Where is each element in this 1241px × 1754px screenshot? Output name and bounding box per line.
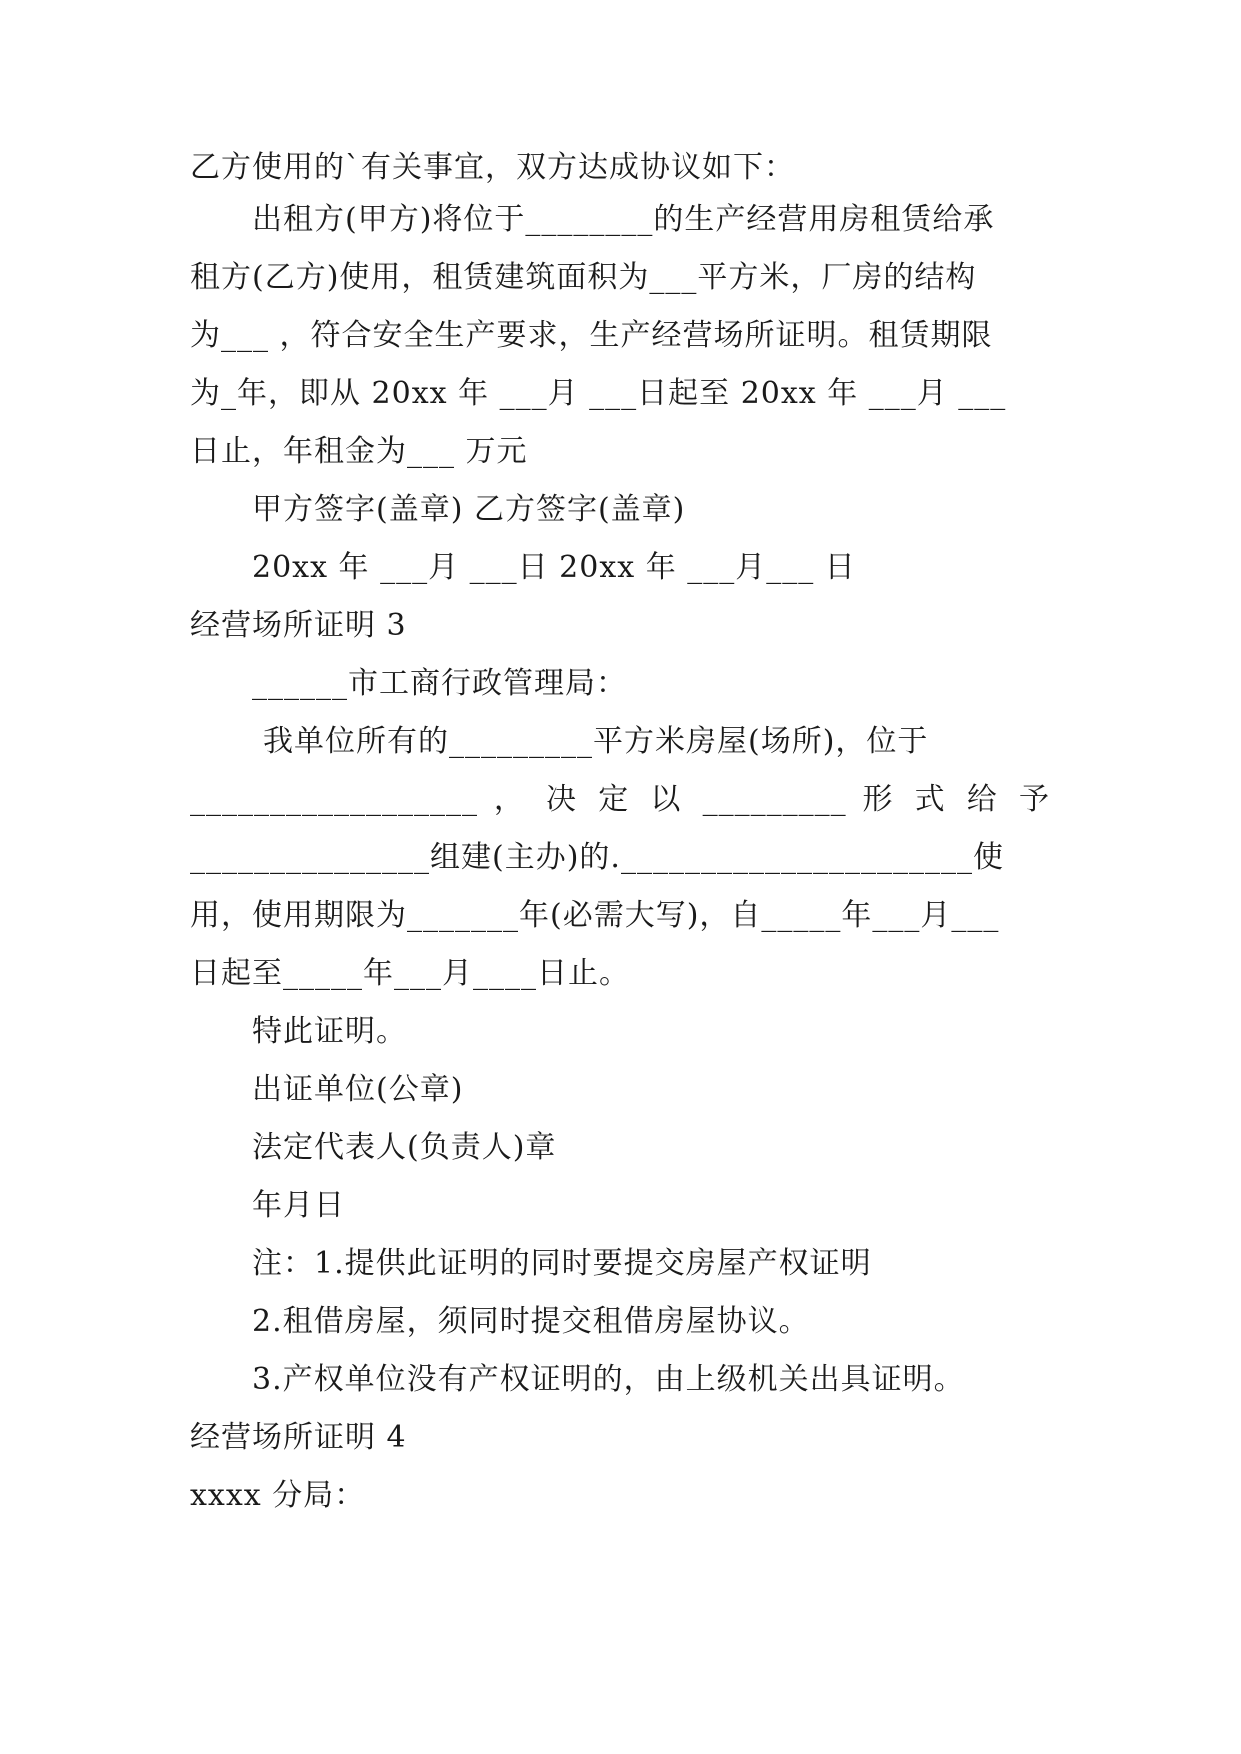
paragraph-line: 为_年，即从 20xx 年 ___月 ___日起至 20xx 年 ___月 ___: [190, 376, 1007, 411]
paragraph-line: 用，使用期限为_______年(必需大写)，自_____年___月___: [190, 898, 1000, 933]
paragraph-line: __________________ ， 决 定 以 _________ 形 式 给 予: [190, 782, 1050, 817]
section-heading: 经营场所证明 3: [190, 608, 407, 643]
paragraph-line: 我单位所有的_________平方米房屋(场所)，位于: [263, 724, 929, 759]
addressee: ______市工商行政管理局：: [252, 666, 627, 701]
paragraph-line: 日止，年租金为___ 万元: [190, 434, 528, 469]
paragraph-line: 乙方使用的`有关事宜，双方达成协议如下：: [190, 150, 795, 185]
note-line: 注：1.提供此证明的同时要提交房屋产权证明: [252, 1246, 872, 1281]
note-line: 3.产权单位没有产权证明的，由上级机关出具证明。: [252, 1362, 965, 1397]
hereby-certify: 特此证明。: [252, 1014, 407, 1049]
addressee: xxxx 分局：: [190, 1478, 366, 1513]
signature-line: 甲方签字(盖章) 乙方签字(盖章): [252, 492, 686, 527]
legal-representative-seal: 法定代表人(负责人)章: [252, 1130, 557, 1165]
paragraph-line: _______________组建(主办)的.______________________使: [190, 840, 1004, 875]
section-heading: 经营场所证明 4: [190, 1420, 407, 1455]
note-line: 2.租借房屋，须同时提交租借房屋协议。: [252, 1304, 810, 1339]
paragraph-line: 租方(乙方)使用，租赁建筑面积为___平方米，厂房的结构: [190, 260, 977, 295]
paragraph-line: 为___ ，符合安全生产要求，生产经营场所证明。租赁期限: [190, 318, 993, 353]
issuer-seal: 出证单位(公章): [252, 1072, 464, 1107]
paragraph-line: 日起至_____年___月____日止。: [190, 956, 630, 991]
date-line: 20xx 年 ___月 ___日 20xx 年 ___月___ 日: [252, 550, 856, 585]
paragraph-line: 出租方(甲方)将位于________的生产经营用房租赁给承: [252, 202, 995, 237]
date-placeholder: 年月日: [252, 1188, 345, 1223]
